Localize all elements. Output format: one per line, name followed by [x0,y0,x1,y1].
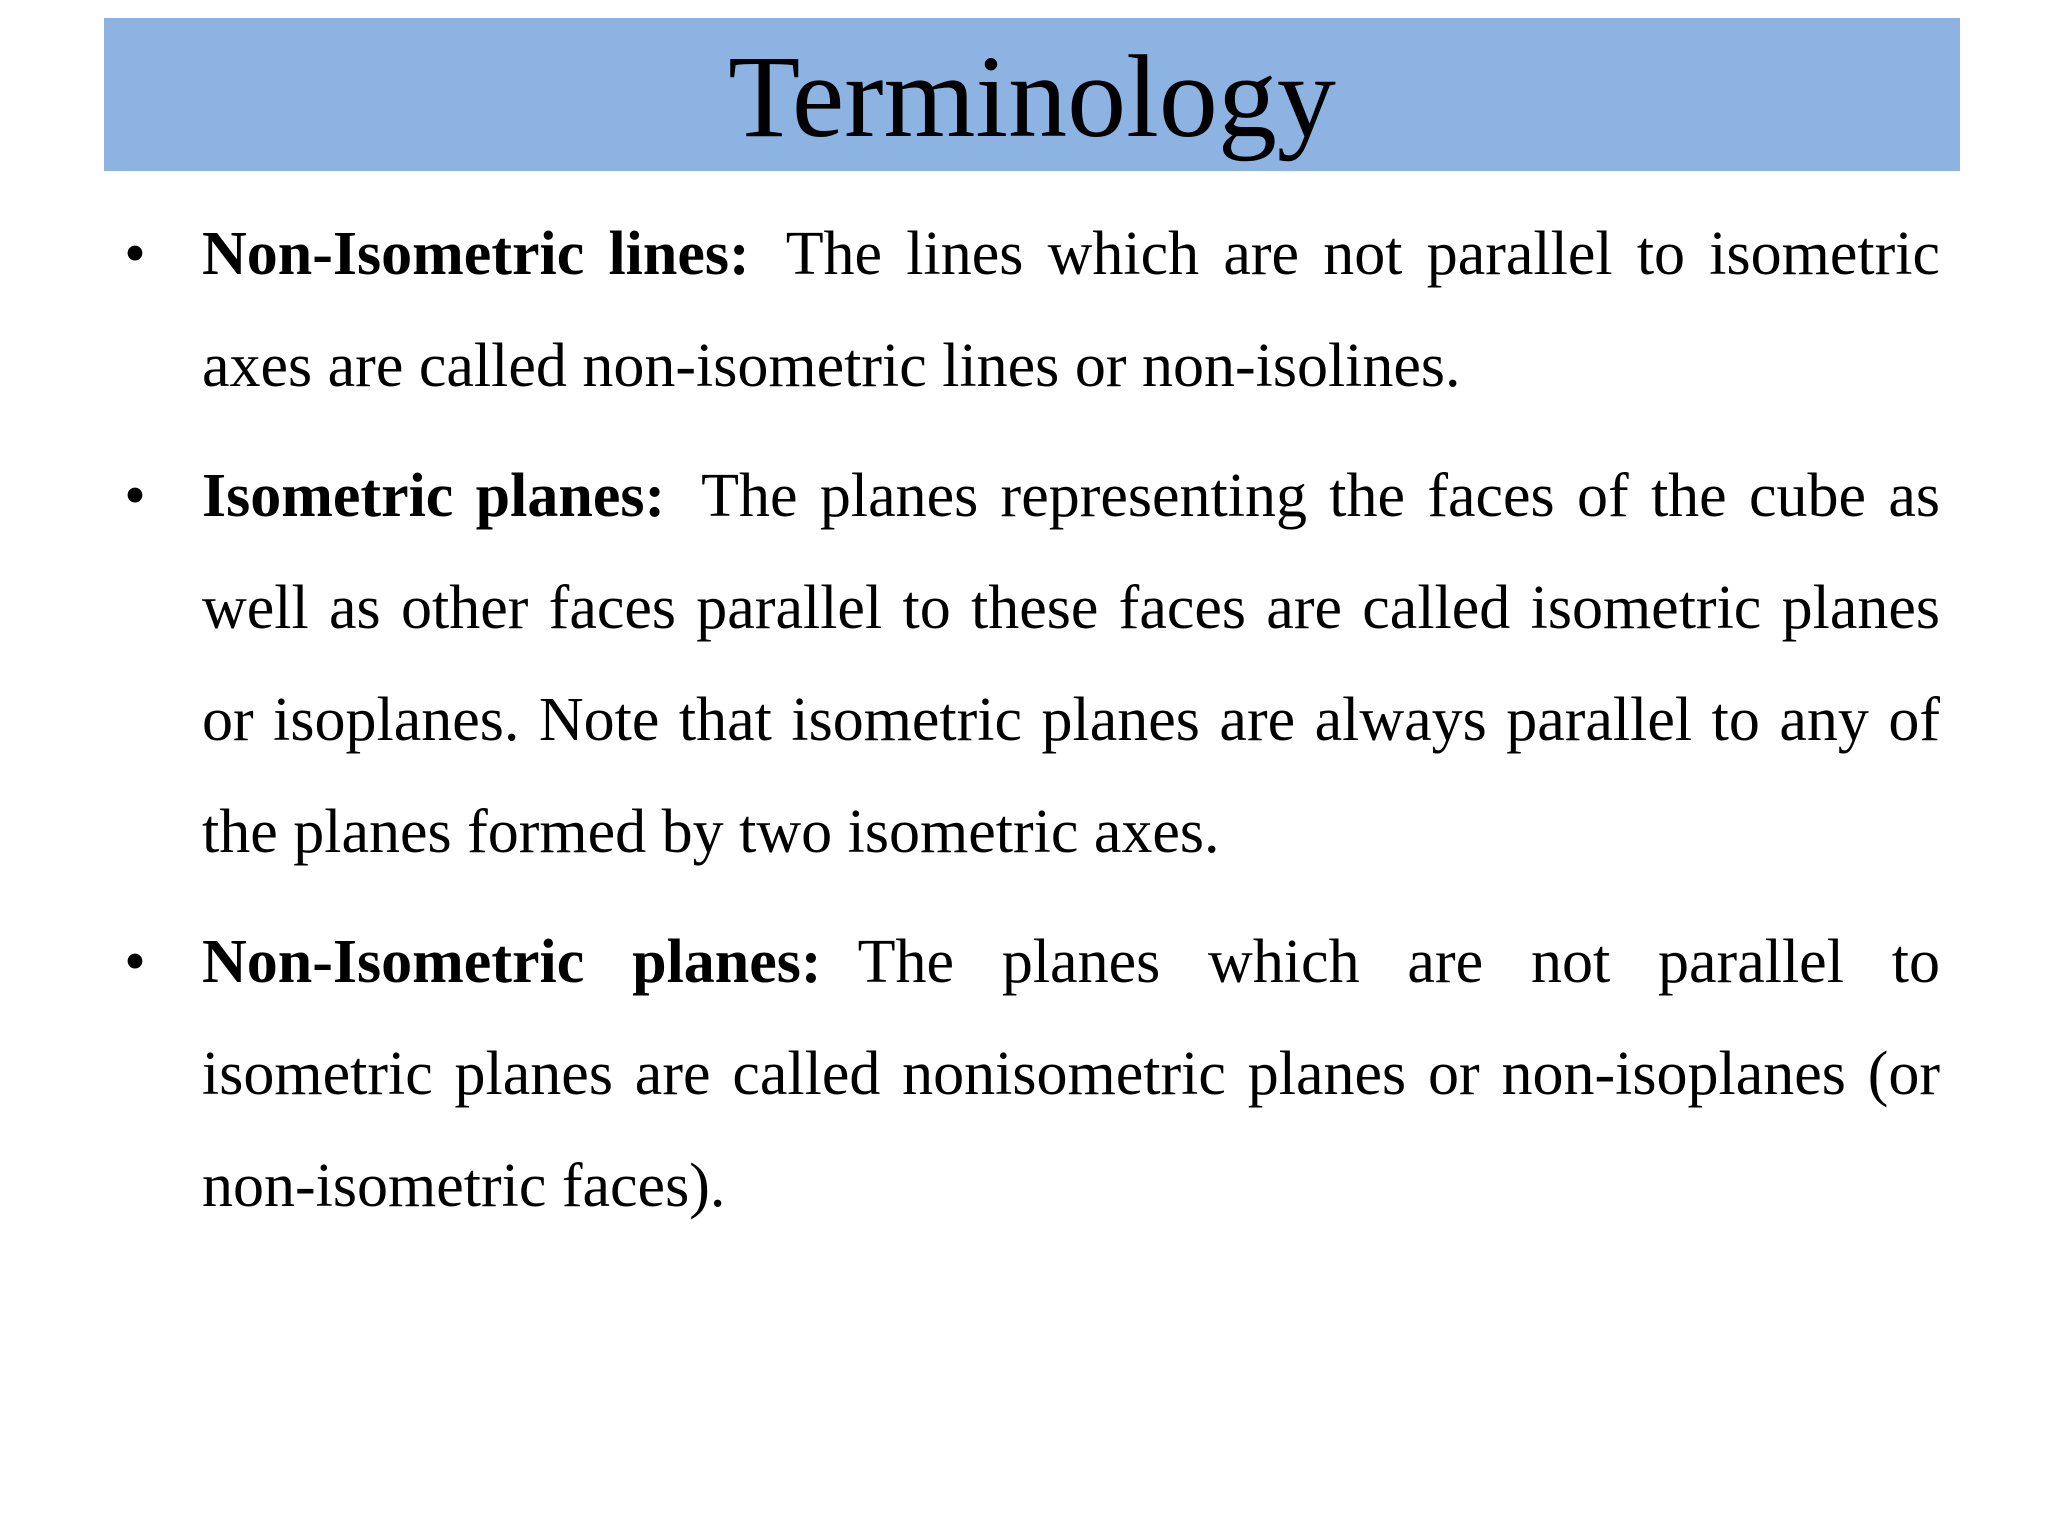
bullet-dot-icon: • [124,220,146,288]
term-label: Non-Isometric planes: [202,928,822,996]
bullet-text [202,906,1940,1242]
bullet-dot-icon: • [124,928,146,996]
bullet-dot-icon: • [124,462,146,530]
definition-text: The planes representing the faces of the cube as well as other faces parallel to these faces are called isometric planes or isoplanes. Note that isometric planes are always parallel to any of the planes formed by two isometric axes. [202,462,1941,866]
bullet-item-non-isometric-lines [120,198,1940,422]
definition-text: The planes which are not parallel to isometric planes are called nonisometric planes or non-isoplanes (or non-isometric faces). [202,928,1940,1220]
slide-title: Terminology [728,30,1336,162]
bullet-text [202,198,1940,422]
term-label: Non-Isometric lines: [202,220,750,288]
bullet-text [202,440,1940,888]
title-bar [104,18,1960,171]
bullet-item-non-isometric-planes [120,906,1940,1242]
bullet-item-isometric-planes [120,440,1940,888]
definition-text: The lines which are not parallel to isometric axes are called non-isometric lines or non-isolines. [202,220,1940,400]
bullet-list [120,198,1940,1260]
term-label: Isometric planes: [202,462,666,530]
